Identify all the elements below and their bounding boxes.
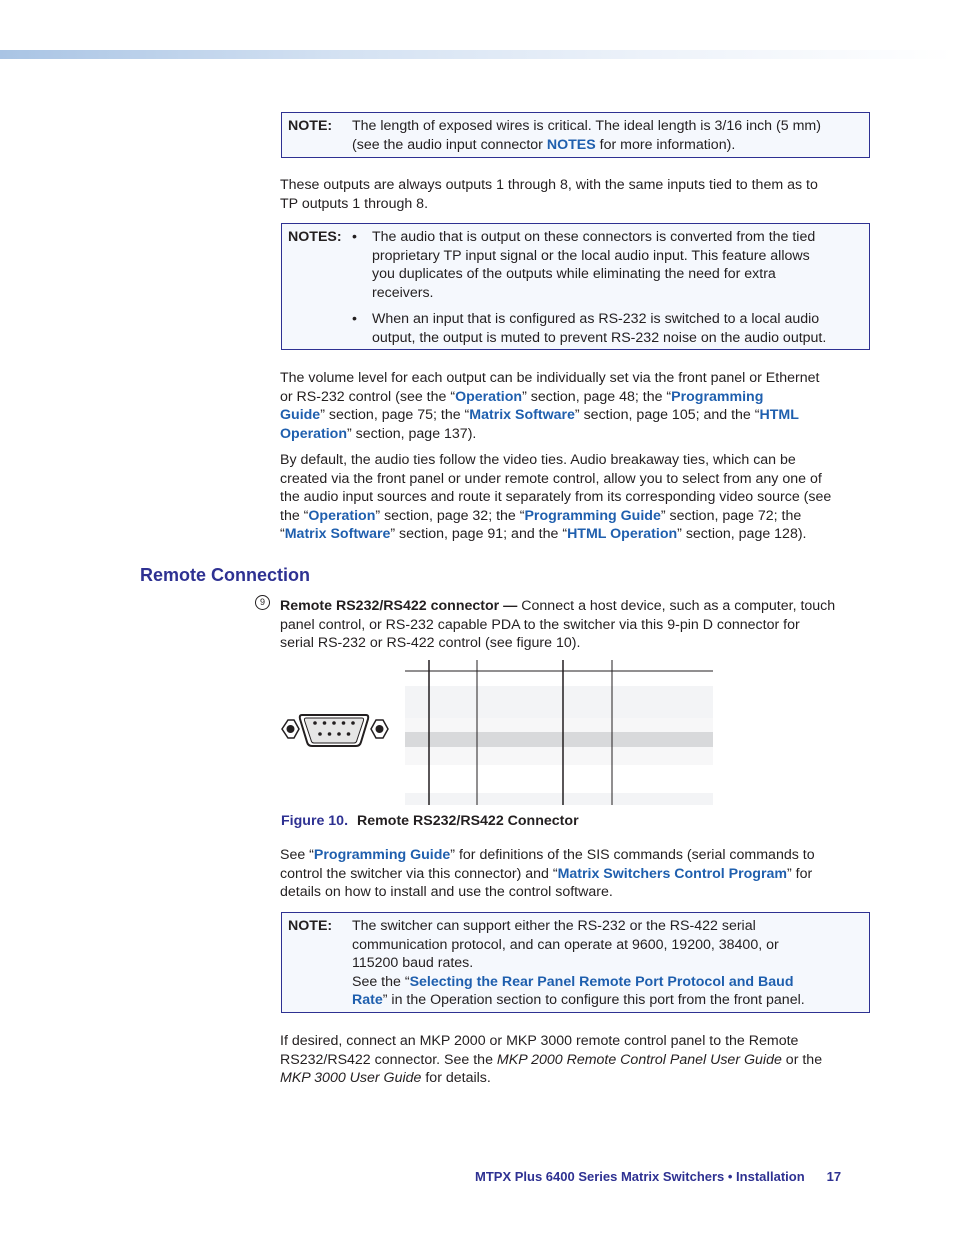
html-operation-link[interactable]: Operation bbox=[280, 425, 348, 442]
matrix-software-link[interactable]: Matrix Software bbox=[469, 407, 575, 424]
bullet: • bbox=[352, 311, 357, 327]
notes-box bbox=[281, 223, 870, 350]
notes-link[interactable]: NOTES bbox=[546, 136, 596, 153]
page-number: 17 bbox=[826, 1169, 842, 1184]
bullet-text: When an input that is configured as RS-232 is switched to a local audio output, the output is muted to prevent RS-232 noise on the audio output. bbox=[372, 311, 827, 346]
remote-port-protocol-link[interactable]: Rate bbox=[352, 992, 383, 1009]
operation-link[interactable]: Operation bbox=[308, 507, 376, 524]
paragraph: See “Programming Guide” for definitions of the SIS commands (serial commands to control the switcher via this connector) and “Matrix Switchers Control Program” for details on how to install and use the control software. bbox=[280, 847, 815, 901]
header-band bbox=[0, 50, 954, 59]
note-box bbox=[281, 112, 870, 158]
footer-title: MTPX Plus 6400 Series Matrix Switchers • Installation bbox=[475, 1169, 805, 1184]
programming-guide-link[interactable]: Programming Guide bbox=[313, 847, 451, 863]
figure-caption bbox=[281, 812, 579, 831]
figure-number: Figure 10. bbox=[281, 813, 349, 829]
callout-number: 9 bbox=[255, 595, 270, 610]
bullet-text: The audio that is output on these connectors is converted from the tied proprietary TP input signal or the local audio input. This feature allows you duplicates of the outputs while eliminating the need for extra receivers. bbox=[372, 229, 816, 301]
html-operation-link[interactable]: HTML Operation bbox=[567, 526, 678, 543]
control-program-link[interactable]: Matrix Switchers Control Program bbox=[557, 865, 787, 882]
paragraph: If desired, connect an MKP 2000 or MKP 3000 remote control panel to the Remote RS232/RS422 connector. See the MKP 2000 Remote Control Panel User Guide or the MKP 3000 User Guide for details. bbox=[280, 1033, 823, 1087]
matrix-software-link[interactable]: Matrix Software bbox=[284, 526, 391, 543]
figure-title: Remote RS232/RS422 Connector bbox=[357, 813, 579, 829]
note-label: NOTE: bbox=[288, 918, 333, 934]
bullet: • bbox=[352, 229, 357, 245]
section-heading: Remote Connection bbox=[140, 565, 311, 585]
programming-guide-link[interactable]: Programming Guide bbox=[524, 507, 661, 524]
paragraph: The volume level for each output can be individually set via the front panel or Ethernet or RS-232 control (see the “Operation” section, page 48; the “Programming Guide” section, page 75; the “Matrix Software” section, page 105; and the “HTML Operation” section, page 137). bbox=[280, 370, 820, 442]
rs232-connector-diagram bbox=[280, 660, 720, 810]
note-text: The length of exposed wires is critical. The ideal length is 3/16 inch (5 mm) (see the audio input connector NOTES for more information). bbox=[352, 118, 821, 153]
notes-label: NOTES: bbox=[288, 229, 342, 245]
html-operation-link[interactable]: HTML bbox=[759, 407, 799, 424]
connector-figure bbox=[280, 660, 720, 810]
paragraph: Remote RS232/RS422 connector — Connect a host device, such as a computer, touch panel control, or RS-232 capable PDA to the switcher via this 9-pin D connector for serial RS-232 or RS-422 control (see figure 10). bbox=[280, 598, 836, 652]
operation-link[interactable]: Operation bbox=[455, 388, 523, 405]
programming-guide-link[interactable]: Programming bbox=[671, 388, 764, 405]
paragraph: By default, the audio ties follow the video ties. Audio breakaway ties, which can be created via the front panel or under remote control, allow you to select from any one of the audio input sources and route it separately from its corresponding video source (see the “Operation” section, page 32; the “Programming Guide” section, page 72; the “Matrix Software” section, page 91; and the “HTML Operation” section, page 128). bbox=[280, 452, 832, 543]
page-footer bbox=[475, 1168, 841, 1187]
note-text: The switcher can support either the RS-232 or the RS-422 serial communication protocol, and can operate at 9600, 19200, 38400, or 115200 baud rates. See the “Selecting the Rear Panel Remote Port Protocol and Baud Rate” in the Operation section to configure this port from the front panel. bbox=[352, 918, 805, 1009]
note-label: NOTE: bbox=[288, 118, 333, 134]
remote-port-protocol-link[interactable]: Selecting the Rear Panel Remote Port Protocol and Baud bbox=[409, 973, 794, 990]
note-box bbox=[281, 912, 870, 1013]
paragraph: These outputs are always outputs 1 through 8, with the same inputs tied to them as to TP outputs 1 through 8. bbox=[280, 177, 818, 212]
programming-guide-link[interactable]: Guide bbox=[280, 407, 321, 424]
